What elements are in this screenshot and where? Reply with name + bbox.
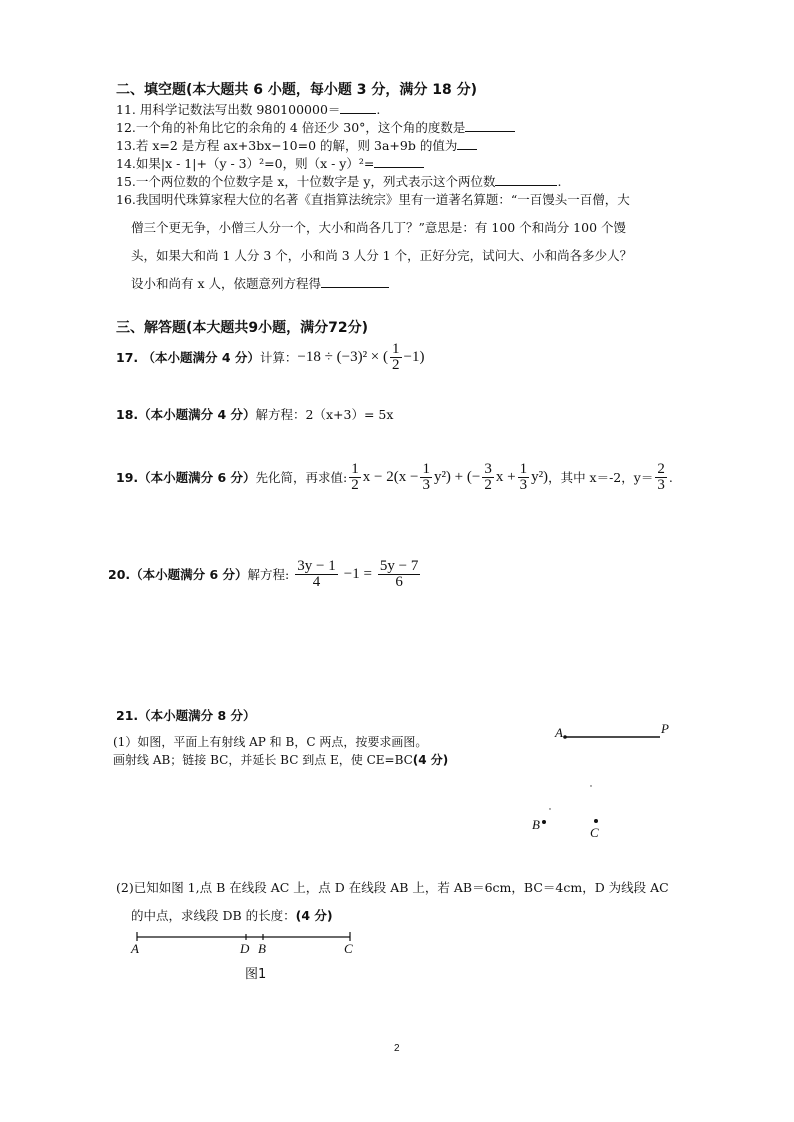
question-21-part2-line2: 的中点，求线段 DB 的长度：(4 分)	[131, 908, 333, 923]
question-20: 20.（本小题满分 6 分） 解方程: $\frac{3y - 1}{4}$ −1 = $\frac{5y - 7}{6}$	[108, 557, 419, 590]
question-11: 11. 用科学记数法写出数 980100000＝ .	[116, 102, 381, 117]
figure-1	[125, 925, 365, 985]
question-13: 13.若 x=2 是方程 ax+3bx−10=0 的解，则 3a+9b 的值为	[116, 136, 477, 154]
question-12: 12.一个角的补角比它的余角的 4 倍还少 30°，这个角的度数是	[116, 118, 515, 136]
figure-caption: 图1	[245, 967, 267, 982]
fig1-point-b: B	[258, 941, 266, 956]
question-21-part2-line1: (2)已知如图 1,点 B 在线段 AC 上，点 D 在线段 AB 上，若 AB＝6cm，BC＝4cm，D 为线段 AC	[116, 880, 669, 895]
question-21-part1-line1: (1）如图，平面上有射线 AP 和 B，C 两点，按要求画图。	[113, 735, 428, 749]
question-21-part1-line2: 画射线 AB；链接 BC，并延长 BC 到点 E，使 CE=BC(4 分)	[113, 753, 449, 767]
fig1-point-a: A	[131, 941, 139, 956]
question-16-line2: 僧三个更无争，小僧三人分一个，大小和尚各几丁？”意思是：有 100 个和尚分 100 个馒	[131, 220, 627, 235]
point-b-label: B	[532, 817, 540, 832]
question-15: 15.一个两位数的个位数字是 x，十位数字是 y，列式表示这个两位数 .	[116, 174, 562, 189]
section2-title: 二、填空题(本大题共 6 小题，每小题 3 分，满分 18 分)	[116, 82, 478, 98]
point-p-label: P	[661, 721, 669, 736]
point-a-label: A	[555, 725, 563, 740]
point-c-label: C	[590, 825, 599, 840]
question-21-heading: 21.（本小题满分 8 分）	[116, 708, 256, 723]
fig1-point-c: C	[344, 941, 353, 956]
question-17: 17. （本小题满分 4 分） 计算： −18 ÷ (−3)² × ( $\frac{1}{2}$ −1)	[116, 340, 425, 373]
ray-figure	[520, 715, 680, 845]
section3-title: 三、解答题(本大题共9小题，满分72分)	[116, 320, 369, 336]
question-18: 18.（本小题满分 4 分）解方程：2（x+3）= 5x	[116, 407, 394, 422]
question-16-line1: 16.我国明代珠算家程大位的名著《直指算法统宗》里有一道著名算题：“一百馒头一百僧，大	[116, 192, 630, 207]
question-14: 14.如果|x - 1|+（y - 3）²=0，则（x - y）²=	[116, 154, 424, 172]
question-16-line3: 头，如果大和尚 1 人分 3 个，小和尚 3 人分 1 个，正好分完，试问大、小和尚各多少人？	[131, 248, 633, 263]
question-16-line4: 设小和尚有 x 人，依题意列方程得	[131, 274, 389, 292]
question-19: 19.（本小题满分 6 分） 先化简，再求值: $\frac{1}{2}$ x − 2(x − $\frac{1}{3}$ y²) + (− $\frac{3}{2}$ x + $\frac{1}{3}$ y²) ，其中 x＝-2，y＝ $\frac{2}{3}$ .	[116, 460, 673, 493]
fig1-point-d: D	[240, 941, 250, 956]
page-number: 2	[394, 1043, 400, 1054]
fraction-one-half: $\frac{1}{2}$	[392, 340, 400, 373]
